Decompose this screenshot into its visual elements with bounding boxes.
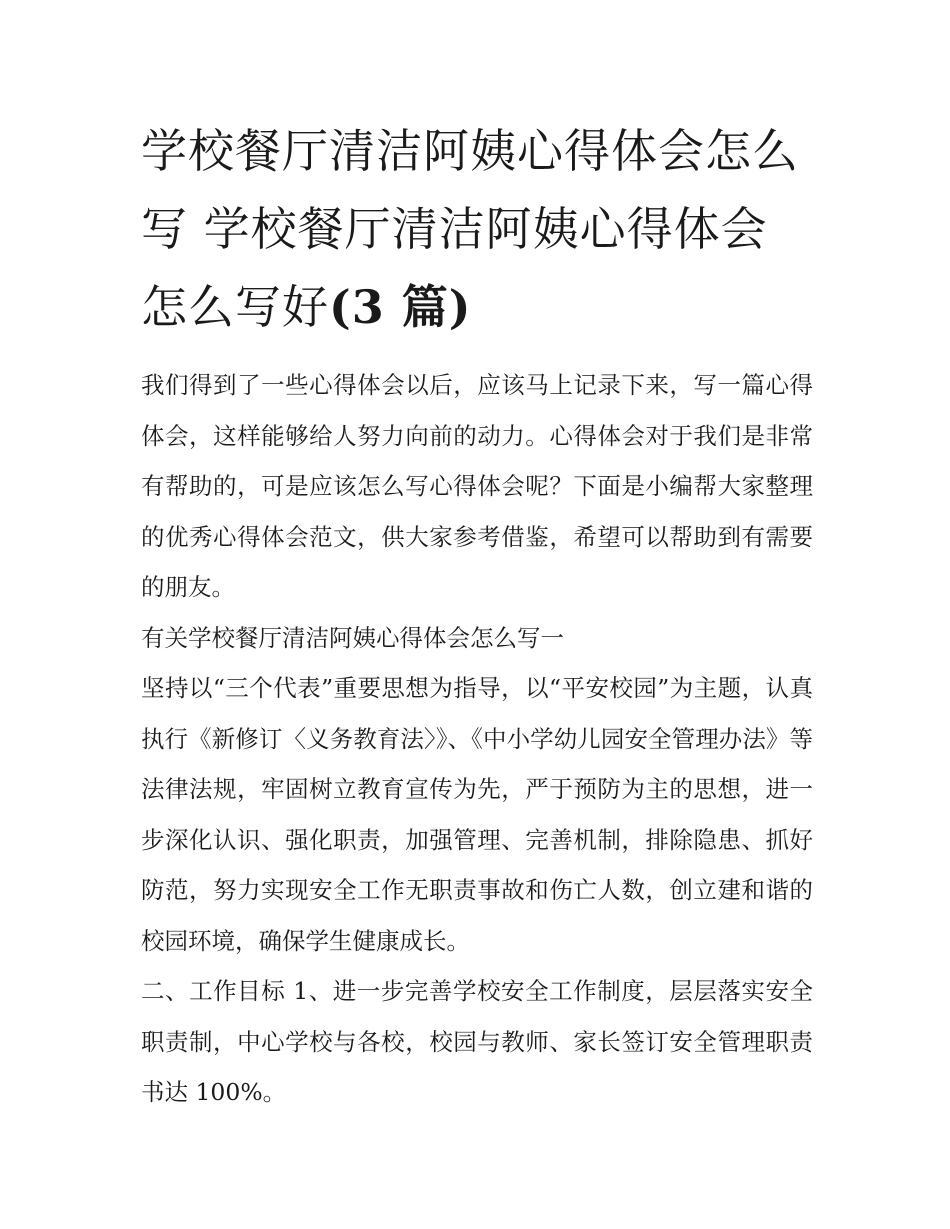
body-paragraph: 二、工作目标 1、进一步完善学校安全工作制度，层层落实安全职责制，中心学校与各校，校园与教师、家长签订安全管理职责书达 100%。 [141,977,813,1106]
document-title [141,112,806,346]
section-heading: 有关学校餐厅清洁阿姨心得体会怎么写一 [141,623,564,652]
intro-paragraph: 我们得到了一些心得体会以后，应该马上记录下来，写一篇心得体会，这样能够给人努力向前的动力。心得体会对于我们是非常有帮助的，可是应该怎么写心得体会呢？下面是小编帮大家整理的优秀心得体会范文，供大家参考借鉴，希望可以帮助到有需要的朋友。 [141,371,813,601]
title-main-text: 学校餐厅清洁阿姨心得体会怎么写 学校餐厅清洁阿姨心得体会怎么写好 [141,124,799,334]
title-suffix-text: (3 篇) [329,280,472,334]
body-paragraph: 坚持以“三个代表”重要思想为指导，以“平安校园”为主题，认真执行《新修订〈义务教育法〉》、《中小学幼儿园安全管理办法》等法律法规，牢固树立教育宣传为先，严于预防为主的思想，进一步深化认识、强化职责，加强管理、完善机制，排除隐患、抓好防范，努力实现安全工作无职责事故和伤亡人数，创立建和谐的校园环境，确保学生健康成长。 [141,674,813,955]
document-content [141,112,813,1118]
